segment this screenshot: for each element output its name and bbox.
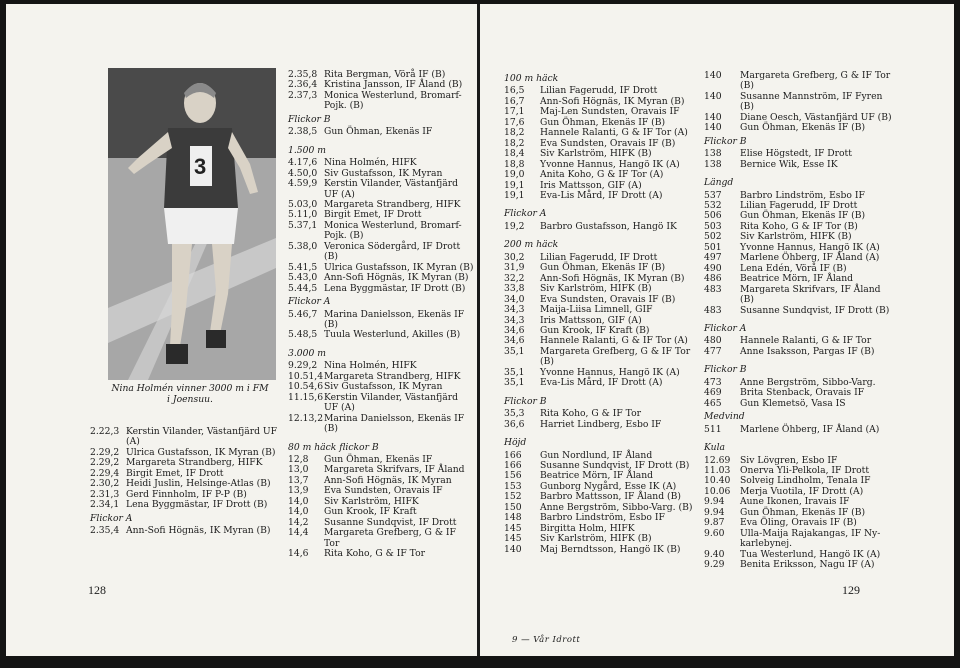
athlete-name-club: Eva Sundsten, Oravais IF (B)	[540, 293, 676, 305]
result-time: 12.69	[704, 454, 731, 466]
result-time: 2.38,5	[288, 126, 318, 138]
result-time: 145	[504, 522, 522, 534]
athlete-name-club: Ann-Sofi Högnäs, IK Myran (B)	[126, 525, 271, 537]
athlete-name-club: Kristina Jansson, IF Åland (B)	[324, 79, 463, 91]
result-row	[704, 425, 894, 435]
athlete-name-club: Siv Gustafsson, IK Myran	[324, 167, 443, 179]
spacer	[288, 138, 474, 143]
result-time: 14,0	[288, 506, 309, 518]
athlete-name-club: Ann-Sofi Högnäs, IK Myran (B)	[540, 272, 685, 284]
result-row	[288, 221, 474, 242]
result-time: 34,0	[504, 293, 525, 305]
athlete-name-club: Nina Holmén, HIFK	[324, 157, 417, 169]
athlete-name-club: Susanne Sundqvist, IF Drott (B)	[740, 304, 890, 316]
result-time: 477	[704, 345, 722, 357]
result-time: 152	[504, 491, 522, 503]
athlete-name-club: Solveig Lindholm, Tenala IF	[740, 475, 871, 487]
runner-illustration	[108, 68, 276, 380]
result-time: 2.30,2	[90, 478, 120, 490]
result-time: 10.40	[704, 475, 731, 487]
athlete-name-club: Beatrice Mörn, IF Åland	[540, 470, 654, 482]
result-row	[504, 545, 694, 555]
result-row	[704, 306, 894, 316]
result-time: 5.43,0	[288, 272, 318, 284]
result-time: 503	[704, 220, 722, 232]
athlete-name-club: Hannele Ralanti, G & IF Tor (A)	[540, 335, 688, 347]
result-row	[288, 414, 474, 435]
result-row	[704, 529, 894, 550]
athlete-name-club: Nina Holmén, HIFK	[324, 360, 417, 372]
athlete-name-club: Tuula Westerlund, Akilles (B)	[324, 329, 461, 341]
result-time: 19,1	[504, 189, 525, 201]
result-row	[288, 91, 474, 112]
result-row	[704, 560, 894, 570]
result-time: 18,4	[504, 148, 525, 160]
athlete-name-club: Hannele Ralanti, G & IF Tor (A)	[540, 127, 688, 139]
athlete-name-club: Margareta Grefberg, G & IF Tor (B)	[540, 345, 691, 368]
spacer	[704, 357, 894, 362]
athlete-name-club: Margareta Strandberg, HIFK	[324, 370, 461, 382]
spacer	[704, 170, 894, 175]
result-time: 14,0	[288, 495, 309, 507]
result-time: 2.34,1	[90, 499, 120, 511]
spacer	[504, 232, 694, 237]
left-page	[6, 4, 477, 656]
result-time: 465	[704, 397, 722, 409]
athlete-name-club: Rita Koho, G & IF Tor	[324, 548, 426, 560]
athlete-name-club: Maj Berndtsson, Hangö IK (B)	[540, 543, 681, 555]
athlete-name-club: Susanne Mannström, IF Fyren (B)	[740, 90, 883, 113]
athlete-name-club: Lena Byggmästar, IF Drott (B)	[324, 282, 466, 294]
athlete-name-club: Eva Öling, Oravais IF (B)	[740, 517, 857, 529]
result-time: 9.94	[704, 506, 725, 518]
result-time: 490	[704, 262, 722, 274]
athlete-name-club: Margareta Skrifvars, IF Åland	[324, 464, 465, 476]
athlete-name-club: Susanne Sundqvist, IF Drott (B)	[540, 459, 690, 471]
result-time: 5.38,0	[288, 240, 318, 252]
result-time: 140	[704, 70, 722, 81]
athlete-name-club: Margareta Grefberg, G & IF Tor (B)	[740, 70, 891, 92]
result-row	[704, 92, 894, 113]
result-time: 2.35,4	[90, 525, 120, 537]
caption-line-1: Nina Holmén vinner 3000 m i FM	[111, 383, 269, 394]
athlete-name-club: Kerstin Vilander, Västanfjärd UF (A)	[324, 178, 458, 200]
athlete-name-club: Marina Danielsson, Ekenäs IF (B)	[324, 412, 465, 435]
result-time: 35,1	[504, 366, 525, 378]
athlete-name-club: Elise Högstedt, IF Drott	[740, 148, 852, 160]
result-time: 153	[504, 480, 522, 492]
result-time: 31,9	[504, 262, 525, 274]
athlete-name-club: Aune Ikonen, Iravais IF	[740, 496, 850, 508]
spacer	[288, 435, 474, 440]
athlete-name-club: Barbro Mattsson, IF Åland (B)	[540, 491, 681, 503]
athlete-name-club: Anne Bergström, Sibbo-Varg.	[740, 376, 876, 388]
athlete-name-club: Ann-Sofi Högnäs, IK Myran (B)	[324, 272, 469, 284]
result-time: 2.22,3	[90, 426, 120, 437]
result-time: 34,6	[504, 335, 525, 347]
result-row	[90, 427, 280, 448]
section-heading: Flickor A	[288, 296, 331, 308]
result-row	[504, 378, 694, 388]
result-row	[288, 127, 474, 137]
section-heading: Flickor A	[90, 512, 133, 524]
athlete-name-club: Benita Eriksson, Nagu IF (A)	[740, 559, 875, 571]
section-heading: Flickor B	[704, 135, 747, 147]
result-time: 140	[704, 90, 722, 102]
athlete-name-club: Onerva Yli-Pelkola, IF Drott	[740, 464, 870, 476]
section-heading: Flickor B	[288, 113, 331, 125]
result-time: 19,2	[504, 220, 525, 232]
spacer	[504, 201, 694, 206]
result-row	[288, 330, 474, 340]
athlete-name-club: Marlene Öhberg, IF Åland (A)	[740, 252, 880, 264]
section-heading: Flickor B	[504, 395, 547, 407]
result-time: 19,1	[504, 179, 525, 191]
result-time: 30,2	[504, 251, 525, 263]
result-time: 5.37,1	[288, 219, 318, 231]
result-time: 10.54,6	[288, 381, 324, 393]
result-time: 35,1	[504, 377, 525, 389]
result-time: 9.94	[704, 496, 725, 508]
athlete-name-club: Hannele Ralanti, G & IF Tor	[740, 335, 872, 347]
page-number-left: 128	[88, 583, 106, 597]
result-time: 140	[704, 122, 722, 134]
result-time: 506	[704, 210, 722, 222]
right-page	[480, 4, 954, 656]
athlete-name-club: Ulla-Maija Rajakangas, IF Ny-karlebynej.	[740, 527, 881, 550]
result-time: 5.41,5	[288, 261, 318, 273]
athlete-name-club: Siv Karlström, HIFK (B)	[540, 533, 652, 545]
athlete-name-club: Iris Mattsson, GIF (A)	[540, 179, 642, 191]
result-time: 13,0	[288, 464, 309, 476]
spacer	[288, 341, 474, 346]
result-time: 34,6	[504, 324, 525, 336]
result-time: 16,7	[504, 95, 525, 107]
result-time: 469	[704, 387, 722, 399]
result-time: 5.03,0	[288, 198, 318, 210]
result-time: 138	[704, 148, 722, 160]
result-time: 2.35,8	[288, 69, 318, 80]
athlete-name-club: Brita Stenback, Oravais IF	[740, 387, 865, 399]
athlete-name-club: Harriet Lindberg, Esbo IF	[540, 418, 662, 430]
athlete-name-club: Gun Öhman, Ekenäs IF (B)	[740, 210, 866, 222]
section-heading: Flickor A	[504, 208, 547, 220]
result-row	[288, 549, 474, 559]
caption-line-2: i Joensuu.	[167, 393, 213, 405]
result-row	[288, 284, 474, 294]
result-time: 14,2	[288, 516, 309, 528]
athlete-name-club: Ulrica Gustafsson, IK Myran (B)	[126, 446, 276, 458]
athlete-name-club: Gun Krook, IF Kraft (B)	[540, 324, 650, 336]
result-time: 497	[704, 252, 722, 264]
athlete-name-club: Ann-Sofi Högnäs, IK Myran	[324, 474, 452, 486]
result-time: 511	[704, 423, 722, 435]
section-heading: 100 m häck	[504, 73, 559, 84]
result-row	[504, 347, 694, 368]
result-time: 486	[704, 273, 722, 285]
athlete-name-club: Susanne Sundqvist, IF Drott	[324, 516, 457, 528]
section-heading: Höjd	[504, 437, 527, 449]
result-time: 17,1	[504, 106, 525, 118]
right-column-a	[504, 71, 694, 555]
spacer	[504, 430, 694, 435]
result-time: 4.59,9	[288, 178, 318, 190]
athlete-name-club: Gun Klemetsö, Vasa IS	[740, 397, 846, 409]
section-heading: 3.000 m	[288, 347, 326, 359]
athlete-name-club: Siv Karlström, HIFK (B)	[540, 148, 652, 160]
athlete-name-club: Siv Karlström, HIFK (B)	[740, 231, 852, 243]
athlete-name-club: Anne Isaksson, Pargas IF (B)	[740, 345, 875, 357]
photo-bib-number: 3	[194, 154, 207, 179]
athlete-name-club: Gun Öhman, Ekenäs IF	[324, 453, 433, 465]
spacer	[504, 389, 694, 394]
result-row	[504, 534, 694, 544]
athlete-name-club: Gun Öhman, Ekenäs IF (B)	[540, 262, 666, 274]
athlete-name-club: Yvonne Hannus, Hangö IK (A)	[540, 366, 680, 378]
result-time: 18,2	[504, 137, 525, 149]
result-time: 166	[504, 449, 522, 461]
result-time: 145	[504, 533, 522, 545]
athlete-name-club: Gun Krook, IF Kraft	[324, 506, 417, 518]
section-heading: Medvind	[704, 411, 745, 423]
athlete-name-club: Beatrice Mörn, IF Åland	[740, 273, 854, 285]
athlete-name-club: Gunborg Nygård, Esse IK (A)	[540, 480, 677, 492]
athlete-name-club: Lilian Fagerudd, IF Drott	[740, 199, 858, 211]
result-time: 156	[504, 470, 522, 482]
athlete-name-club: Maija-Liisa Limnell, GIF	[540, 304, 653, 316]
athlete-name-club: Anne Bergström, Sibbo-Varg. (B)	[540, 501, 693, 513]
athlete-name-club: Ann-Sofi Högnäs, IK Myran (B)	[540, 95, 685, 107]
athlete-name-club: Margareta Strandberg, HIFK	[126, 457, 263, 469]
result-time: 483	[704, 283, 722, 295]
result-row	[288, 393, 474, 414]
athlete-name-club: Eva-Lis Mård, IF Drott (A)	[540, 377, 663, 389]
athlete-name-club: Siv Karlström, HIFK	[324, 495, 419, 507]
result-time: 9.29,2	[288, 360, 318, 372]
athlete-name-club: Heidi Juslin, Helsinge-Atlas (B)	[126, 478, 271, 490]
result-time: 140	[504, 543, 522, 555]
result-time: 537	[704, 189, 722, 201]
result-row	[90, 526, 280, 536]
result-time: 9.40	[704, 548, 725, 560]
section-heading: 200 m häck	[504, 239, 559, 251]
athlete-name-club: Margareta Strandberg, HIFK	[324, 198, 461, 210]
athlete-name-club: Gun Öhman, Ekenäs IF (B)	[540, 116, 666, 128]
athlete-name-club: Lena Edén, Vörå IF (B)	[740, 262, 847, 274]
result-time: 480	[704, 335, 722, 347]
athlete-name-club: Rita Bergman, Vörå IF (B)	[324, 69, 446, 80]
athlete-name-club: Gun Öhman, Ekenäs IF	[324, 126, 433, 138]
result-time: 5.11,0	[288, 209, 318, 221]
result-row	[288, 528, 474, 549]
athlete-name-club: Rita Koho, G & IF Tor (B)	[740, 220, 858, 232]
result-time: 2.36,4	[288, 79, 318, 91]
athlete-name-club: Lena Byggmästar, IF Drott (B)	[126, 499, 268, 511]
section-heading: 80 m häck flickor B	[288, 441, 379, 453]
footer-publication: 9 — Vår Idrott	[512, 635, 581, 645]
athlete-name-club: Birgitta Holm, HIFK	[540, 522, 635, 534]
athlete-name-club: Anita Koho, G & IF Tor (A)	[540, 169, 664, 181]
result-time: 18,2	[504, 127, 525, 139]
athlete-name-club: Yvonne Hannus, Hangö IK (A)	[540, 158, 680, 170]
result-time: 14,4	[288, 527, 309, 539]
result-time: 473	[704, 376, 722, 388]
athlete-name-club: Siv Gustafsson, IK Myran	[324, 381, 443, 393]
result-time: 32,2	[504, 272, 525, 284]
result-time: 140	[704, 111, 722, 123]
result-time: 9.87	[704, 517, 725, 529]
result-time: 501	[704, 241, 722, 253]
result-time: 18,8	[504, 158, 525, 170]
athlete-name-club: Bernice Wik, Esse IK	[740, 158, 838, 170]
section-heading: Längd	[704, 177, 734, 189]
athlete-name-club: Yvonne Hannus, Hangö IK (A)	[740, 241, 880, 253]
result-time: 34,3	[504, 314, 525, 326]
athlete-name-club: Eva Sundsten, Oravais IF (B)	[540, 137, 676, 149]
section-heading: 1.500 m	[288, 144, 326, 156]
result-time: 4.17,6	[288, 157, 318, 169]
result-row	[288, 310, 474, 331]
athlete-name-club: Barbro Gustafsson, Hangö IK	[540, 220, 677, 232]
result-time: 532	[704, 199, 722, 211]
result-row	[704, 160, 894, 170]
result-row	[504, 170, 694, 180]
result-row	[288, 242, 474, 263]
result-row	[704, 123, 894, 133]
left-column-b	[288, 70, 474, 559]
result-row	[704, 399, 894, 409]
photo-caption	[90, 384, 290, 405]
result-time: 2.37,3	[288, 89, 318, 101]
result-time: 148	[504, 512, 522, 524]
result-row	[704, 285, 894, 306]
result-time: 35,1	[504, 345, 525, 357]
result-time: 11.15,6	[288, 391, 324, 403]
athlete-name-club: Lilian Fagerudd, IF Drott	[540, 85, 658, 97]
result-time: 4.50,0	[288, 167, 318, 179]
athlete-name-club: Monica Westerlund, Bromarf-Pojk. (B)	[324, 89, 462, 112]
athlete-name-club: Marlene Öhberg, IF Åland (A)	[740, 423, 880, 435]
result-time: 150	[504, 501, 522, 513]
spacer	[704, 435, 894, 440]
runner-photo	[108, 68, 276, 380]
result-time: 2.29,2	[90, 457, 120, 469]
result-time: 5.46,7	[288, 308, 318, 320]
section-heading: Flickor B	[704, 364, 747, 376]
athlete-name-club: Gun Nordlund, IF Åland	[540, 449, 653, 461]
result-row	[288, 179, 474, 200]
athlete-name-club: Iris Mattsson, GIF (A)	[540, 314, 642, 326]
result-time: 2.31,3	[90, 488, 120, 500]
athlete-name-club: Birgit Emet, IF Drott	[324, 209, 422, 221]
athlete-name-club: Ulrica Gustafsson, IK Myran (B)	[324, 261, 474, 273]
athlete-name-club: Gerd Finnholm, IF P-P (B)	[126, 488, 247, 500]
result-row	[504, 420, 694, 430]
result-time: 9.29	[704, 559, 725, 571]
result-time: 9.60	[704, 527, 725, 539]
athlete-name-club: Diane Oesch, Västanfjärd UF (B)	[740, 111, 892, 123]
athlete-name-club: Eva-Lis Mård, IF Drott (A)	[540, 189, 663, 201]
athlete-name-club: Margareta Skrifvars, IF Åland (B)	[740, 283, 881, 306]
result-time: 13,7	[288, 474, 309, 486]
result-time: 34,3	[504, 304, 525, 316]
athlete-name-club: Maj-Len Sundsten, Oravais IF	[540, 106, 680, 118]
left-column-a	[90, 427, 280, 537]
result-time: 5.44,5	[288, 282, 318, 294]
athlete-name-club: Birgit Emet, IF Drott	[126, 467, 224, 479]
result-row	[504, 222, 694, 232]
result-time: 12,8	[288, 453, 309, 465]
result-row	[504, 191, 694, 201]
result-row	[504, 305, 694, 315]
athlete-name-club: Gun Öhman, Ekenäs IF (B)	[740, 122, 866, 134]
right-column-b	[704, 71, 894, 570]
athlete-name-club: Gun Öhman, Ekenäs IF (B)	[740, 506, 866, 518]
section-heading: Kula	[704, 442, 725, 454]
result-time: 138	[704, 158, 722, 170]
result-time: 2.29,4	[90, 467, 120, 479]
result-time: 16,5	[504, 85, 525, 97]
result-time: 12.13,2	[288, 412, 324, 424]
result-time: 33,8	[504, 283, 525, 295]
result-time: 19,0	[504, 169, 525, 181]
athlete-name-club: Marina Danielsson, Ekenäs IF (B)	[324, 308, 465, 330]
athlete-name-club: Barbro Lindström, Esbo IF	[540, 512, 665, 524]
result-row	[90, 500, 280, 510]
athlete-name-club: Barbro Lindström, Esbo IF	[740, 189, 865, 201]
result-time: 14,6	[288, 548, 309, 560]
page-number-right: 129	[842, 583, 860, 597]
athlete-name-club: Kerstin Vilander, Västanfjärd UF (A)	[126, 426, 278, 448]
result-time: 10.51,4	[288, 370, 324, 382]
athlete-name-club: Siv Lövgren, Esbo IF	[740, 454, 838, 466]
athlete-name-club: Veronica Södergård, IF Drott (B)	[324, 240, 461, 263]
result-time: 166	[504, 459, 522, 471]
result-row	[704, 347, 894, 357]
result-time: 36,6	[504, 418, 525, 430]
result-time: 13,9	[288, 485, 309, 497]
spacer	[704, 316, 894, 321]
athlete-name-club: Lilian Fagerudd, IF Drott	[540, 251, 658, 263]
athlete-name-club: Merja Vuotila, IF Drott (A)	[740, 485, 864, 497]
result-time: 502	[704, 231, 722, 243]
result-time: 2.29,2	[90, 446, 120, 458]
result-time: 11.03	[704, 464, 731, 476]
athlete-name-club: Rita Koho, G & IF Tor	[540, 408, 642, 420]
result-time: 10.06	[704, 485, 731, 497]
athlete-name-club: Kerstin Vilander, Västanfjärd UF (A)	[324, 391, 458, 414]
result-time: 17,6	[504, 116, 525, 128]
athlete-name-club: Margareta Grefberg, G & IF Tor	[324, 527, 456, 549]
section-heading: Flickor A	[704, 322, 747, 334]
athlete-name-club: Siv Karlström, HIFK (B)	[540, 283, 652, 295]
result-time: 483	[704, 304, 722, 316]
athlete-name-club: Monica Westerlund, Bromarf-Pojk. (B)	[324, 219, 462, 242]
athlete-name-club: Eva Sundsten, Oravais IF	[324, 485, 443, 497]
athlete-name-club: Tua Westerlund, Hangö IK (A)	[740, 548, 881, 560]
result-time: 35,3	[504, 408, 525, 420]
result-row	[704, 71, 894, 92]
result-time: 5.48,5	[288, 329, 318, 341]
